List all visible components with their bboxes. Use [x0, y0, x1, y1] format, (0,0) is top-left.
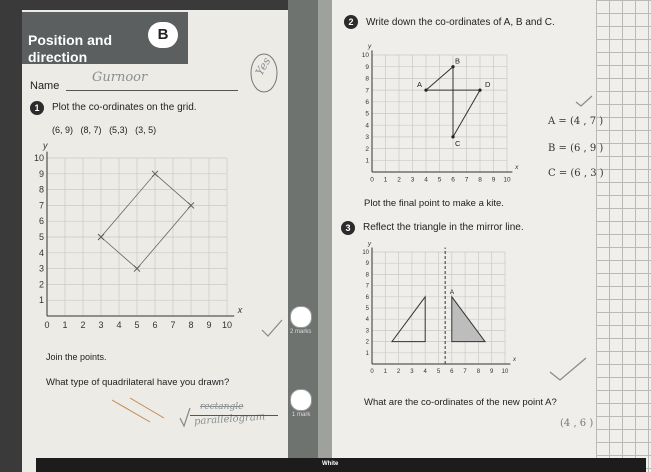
- join-instruction: Join the points.: [46, 352, 107, 362]
- x-tick-label: 8: [476, 369, 481, 375]
- y-tick-label: 8: [38, 184, 44, 195]
- y-tick-label: 6: [365, 98, 369, 106]
- x-tick-label: 2: [80, 320, 86, 330]
- x-tick-label: 5: [437, 176, 442, 184]
- answer-b: B = (6 , 9 ): [548, 143, 604, 154]
- question-1-number: 1: [30, 101, 44, 115]
- question-1-question: What type of quadrilateral have you drawn?: [46, 377, 230, 388]
- point-label: A: [449, 288, 455, 296]
- question-2-prompt: Write down the co-ordinates of A, B and C.: [366, 17, 555, 28]
- section-title: Position and direction: [28, 32, 112, 65]
- y-tick-label: 6: [365, 294, 369, 301]
- x-axis-label: x: [512, 357, 516, 363]
- y-tick-label: 9: [38, 168, 44, 179]
- x-tick-label: 3: [410, 176, 415, 184]
- y-tick-label: 3: [365, 328, 369, 335]
- x-tick-label: 9: [491, 176, 496, 184]
- crossed-answer: rectangle: [200, 402, 244, 412]
- x-tick-label: 10: [503, 176, 511, 184]
- question-1-prompt: Plot the co-ordinates on the grid.: [52, 102, 197, 113]
- question-3-prompt: Reflect the triangle in the mirror line.: [363, 222, 524, 233]
- x-tick-label: 5: [436, 369, 441, 375]
- y-tick-label: 2: [38, 279, 44, 290]
- x-tick-label: 1: [62, 320, 68, 330]
- y-tick-label: 1: [365, 350, 369, 357]
- y-axis-label: y: [368, 42, 372, 50]
- x-tick-label: 2: [396, 369, 401, 375]
- x-tick-label: 1: [383, 369, 387, 375]
- y-tick-label: 7: [365, 87, 369, 95]
- point-label: C: [455, 138, 461, 148]
- x-tick-label: 4: [423, 369, 427, 375]
- x-tick-label: 6: [451, 176, 455, 184]
- x-tick-label: 6: [450, 369, 454, 375]
- x-tick-label: 7: [464, 176, 469, 184]
- x-tick-label: 9: [490, 369, 494, 375]
- x-tick-label: 3: [410, 369, 414, 375]
- x-tick-label: 7: [463, 369, 467, 375]
- coordinate: (6, 9): [52, 125, 74, 135]
- y-axis-label: y: [43, 140, 48, 151]
- coordinate: (8, 7): [80, 125, 102, 135]
- point-label: B: [455, 56, 461, 66]
- question-3-number: 3: [341, 221, 355, 235]
- y-tick-label: 10: [33, 153, 44, 163]
- y-tick-label: 5: [365, 110, 369, 118]
- x-tick-label: 10: [501, 369, 509, 375]
- x-tick-label: 4: [424, 176, 428, 184]
- teacher-annotation: Yes: [252, 55, 274, 78]
- x-tick-label: 0: [370, 369, 374, 375]
- x-axis-label: x: [237, 305, 243, 315]
- x-axis-label: x: [515, 164, 519, 171]
- student-name: Gurnoor: [92, 70, 148, 85]
- y-tick-label: 9: [365, 63, 369, 71]
- y-tick-label: 3: [365, 134, 369, 142]
- y-tick-label: 7: [38, 200, 44, 211]
- coordinate: (5,3): [109, 125, 128, 135]
- q3-answer: (4 , 6 ): [560, 418, 594, 429]
- marks-label: 1 mark: [292, 412, 311, 418]
- x-tick-label: 8: [188, 320, 194, 330]
- y-tick-label: 5: [365, 306, 369, 312]
- y-tick-label: 3: [38, 263, 44, 274]
- y-tick-label: 5: [38, 232, 44, 242]
- answer-a: A = (4 , 7 ): [548, 116, 604, 127]
- x-tick-label: 3: [98, 320, 104, 330]
- x-tick-label: 6: [152, 320, 158, 330]
- y-tick-label: 2: [365, 145, 369, 153]
- y-tick-label: 8: [365, 75, 369, 83]
- x-tick-label: 0: [44, 320, 50, 330]
- y-tick-label: 10: [361, 52, 369, 60]
- question-3-question: What are the co-ordinates of the new point A?: [364, 397, 557, 408]
- y-tick-label: 9: [365, 261, 369, 268]
- point-label: D: [485, 80, 491, 90]
- y-tick-label: 7: [365, 283, 369, 290]
- question-2-number: 2: [344, 15, 358, 29]
- y-tick-label: 10: [362, 250, 369, 256]
- x-tick-label: 5: [134, 320, 140, 330]
- answer-c: C = (6 , 3 ): [548, 168, 604, 179]
- y-axis-label: y: [368, 241, 371, 248]
- x-tick-label: 2: [397, 176, 401, 184]
- coordinate: (3, 5): [135, 125, 157, 135]
- y-tick-label: 2: [365, 339, 369, 346]
- x-tick-label: 9: [206, 320, 212, 330]
- marks-label: 2 marks: [290, 329, 312, 335]
- x-tick-label: 1: [383, 176, 388, 184]
- x-tick-label: 4: [116, 320, 122, 330]
- y-tick-label: 8: [365, 272, 369, 279]
- x-tick-label: 10: [221, 320, 233, 330]
- tick-icon: [548, 356, 588, 382]
- level-badge: B: [148, 22, 178, 48]
- y-tick-label: 4: [38, 247, 44, 258]
- q1-answer: parallelogram: [193, 411, 266, 428]
- footer-label: White: [322, 461, 339, 467]
- q2-instruction: Plot the final point to make a kite.: [364, 198, 504, 209]
- point-label: A: [417, 80, 423, 90]
- y-tick-label: 6: [38, 216, 44, 227]
- y-tick-label: 1: [38, 295, 44, 306]
- x-tick-label: 7: [170, 320, 176, 330]
- y-tick-label: 1: [365, 157, 369, 165]
- y-tick-label: 4: [365, 122, 369, 130]
- name-label: Name: [30, 80, 60, 92]
- x-tick-label: 8: [478, 176, 482, 184]
- x-tick-label: 0: [370, 176, 374, 184]
- y-tick-label: 4: [365, 317, 369, 324]
